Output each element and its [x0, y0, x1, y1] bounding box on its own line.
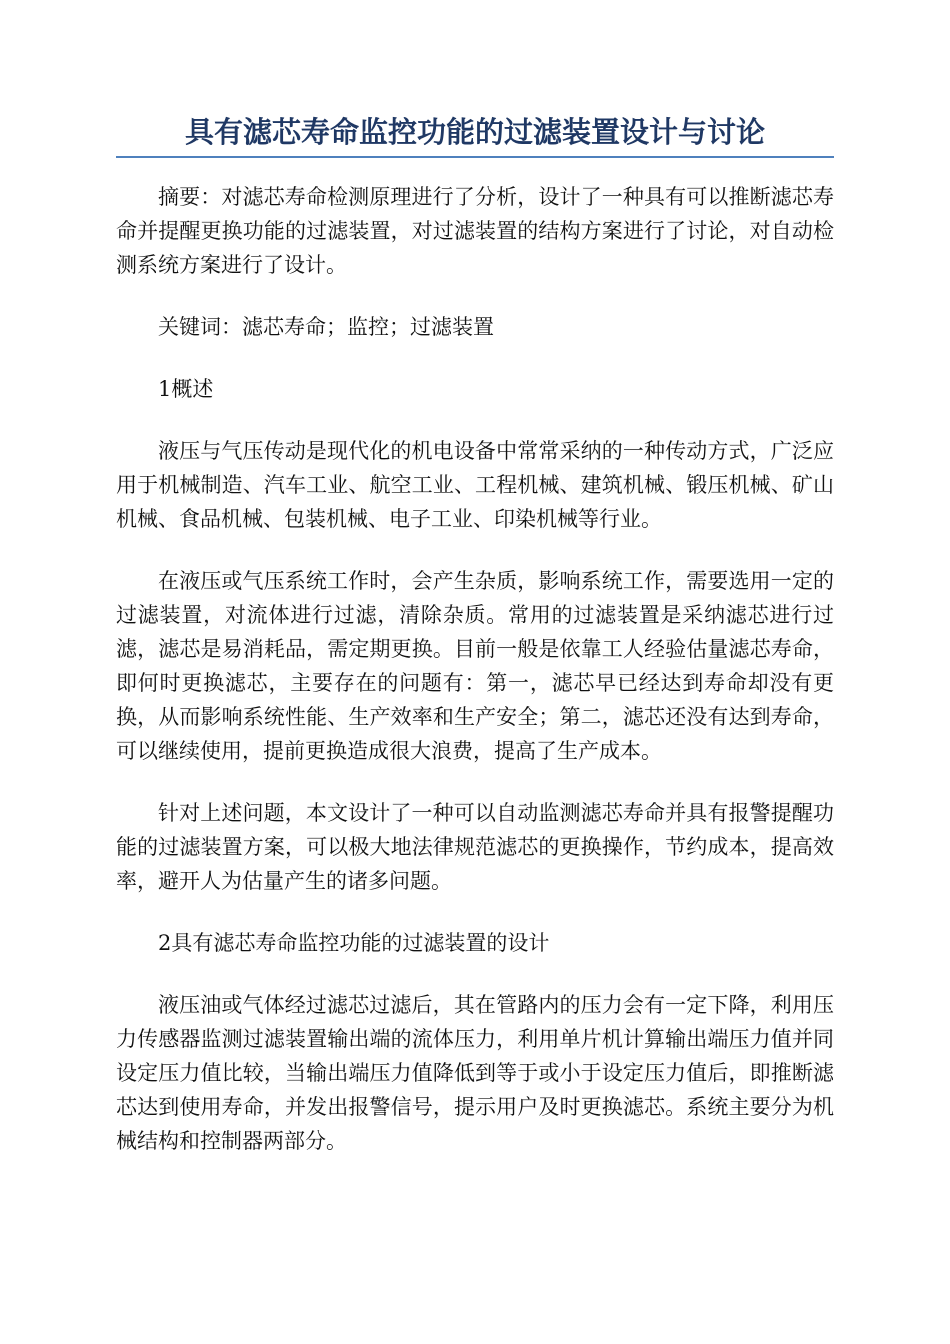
- body-paragraph: 针对上述问题，本文设计了一种可以自动监测滤芯寿命并具有报警提醒功能的过滤装置方案，可以极大地法律规范滤芯的更换操作，节约成本，提高效率，避开人为估量产生的诸多问题。: [116, 801, 834, 893]
- body-paragraph: 液压油或气体经过滤芯过滤后，其在管路内的压力会有一定下降，利用压力传感器监测过滤装置输出端的流体压力，利用单片机计算输出端压力值并同设定压力值比较，当输出端压力值降低到等于或小于设定压力值后，即推断滤芯达到使用寿命，并发出报警信号，提示用户及时更换滤芯。系统主要分为机械结构和控制器两部分。: [116, 993, 834, 1153]
- keywords-paragraph: 关键词：滤芯寿命；监控；过滤装置: [158, 315, 494, 339]
- section-heading-2: 2具有滤芯寿命监控功能的过滤装置的设计: [158, 931, 550, 955]
- document-page: [116, 112, 834, 1158]
- document-title: 具有滤芯寿命监控功能的过滤装置设计与讨论: [116, 112, 834, 158]
- abstract-paragraph: 摘要：对滤芯寿命检测原理进行了分析，设计了一种具有可以推断滤芯寿命并提醒更换功能的过滤装置，对过滤装置的结构方案进行了讨论，对自动检测系统方案进行了设计。: [116, 185, 834, 277]
- body-paragraph: 液压与气压传动是现代化的机电设备中常常采纳的一种传动方式，广泛应用于机械制造、汽车工业、航空工业、工程机械、建筑机械、锻压机械、矿山机械、食品机械、包装机械、电子工业、印染机械等行业。: [116, 439, 834, 531]
- section-heading-1: 1概述: [158, 377, 214, 401]
- body-paragraph: 在液压或气压系统工作时，会产生杂质，影响系统工作，需要选用一定的过滤装置，对流体进行过滤，清除杂质。常用的过滤装置是采纳滤芯进行过滤，滤芯是易消耗品，需定期更换。目前一般是依靠工人经验估量滤芯寿命，即何时更换滤芯，主要存在的问题有：第一，滤芯早已经达到寿命却没有更换，从而影响系统性能、生产效率和生产安全；第二，滤芯还没有达到寿命，可以继续使用，提前更换造成很大浪费，提高了生产成本。: [116, 569, 834, 763]
